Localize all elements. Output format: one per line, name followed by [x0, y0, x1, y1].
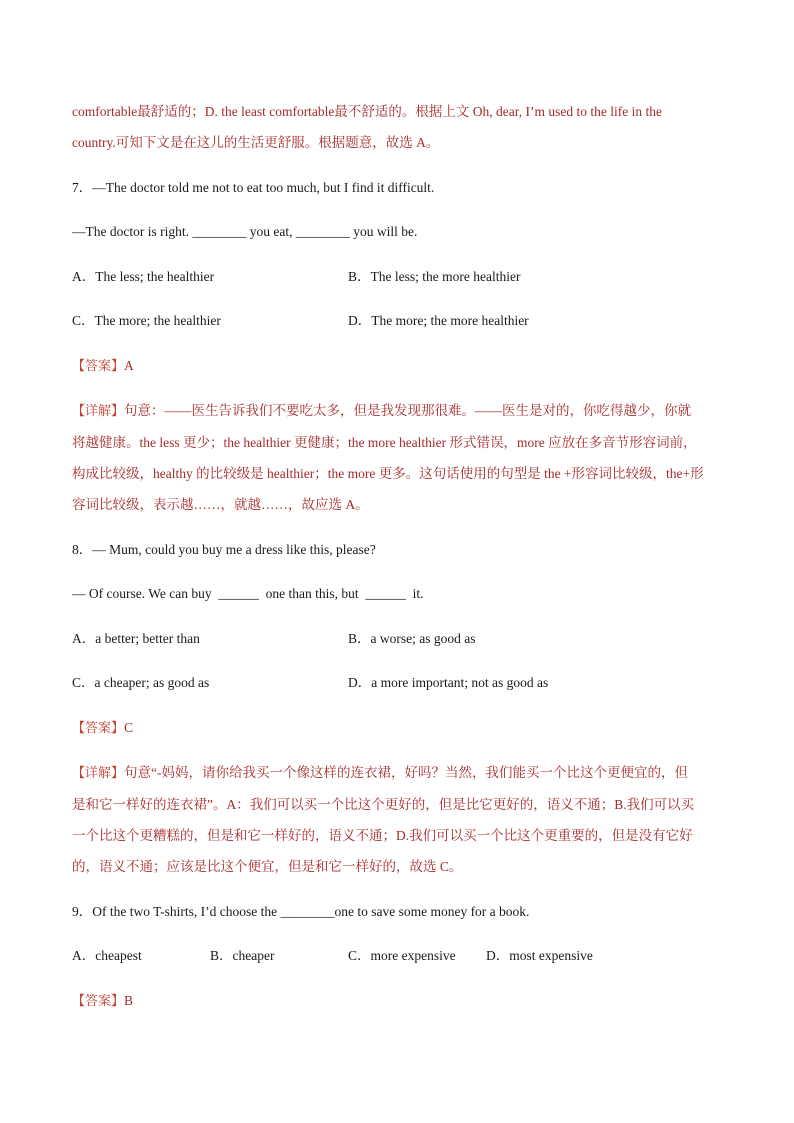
option-d: D．The more; the more healthier: [348, 313, 529, 328]
answer-tag: 【答案】: [72, 993, 125, 1009]
intro-line-1: comfortable最舒适的；D. the least comfortable最不舒适的。根据上文 Oh, dear, I’m used to the life in the: [72, 104, 662, 119]
question-7-options-row-2: [72, 305, 724, 336]
question-9-answer: [72, 985, 724, 1017]
option-b: B．a worse; as good as: [348, 630, 476, 646]
question-7-answer: [72, 350, 724, 382]
answer-letter: A: [124, 357, 134, 373]
explain-line: 构成比较级，healthy 的比较级是 healthier；the more 更多。这句话使用的句型是 the +形容词比较级，the+形: [72, 466, 704, 481]
option-d: D．a more important; not as good as: [348, 675, 549, 690]
option-c: C．a cheaper; as good as: [72, 675, 210, 690]
question-text: —The doctor is right. ________ you eat, ________ you will be.: [72, 224, 418, 239]
answer-letter: C: [124, 719, 134, 735]
question-8-options-row-2: [72, 667, 724, 698]
question-8-prompt-1: [72, 534, 724, 565]
question-text: 8．— Mum, could you buy me a dress like this, please?: [72, 541, 376, 557]
option-b: B．cheaper: [210, 948, 275, 963]
document-page: [72, 96, 724, 1030]
question-7-options-row-1: [72, 261, 724, 292]
explain-line: 句意“-妈妈，请你给我买一个像这样的连衣裙，好吗？当然，我们能买一个比这个更便宜的，但: [124, 765, 689, 780]
explain-line: 容词比较级，表示越……，就越……，故应选 A。: [72, 497, 369, 512]
option-b: B．The less; the more healthier: [348, 268, 521, 284]
option-c: C．The more; the healthier: [72, 313, 221, 328]
question-9-options-row: [72, 940, 724, 971]
explain-line: 的，语义不通；应该是比这个便宜，但是和它一样好的，故选 C。: [72, 859, 463, 874]
option-c: C．more expensive: [348, 948, 456, 963]
explain-line: 句意：——医生告诉我们不要吃太多，但是我发现那很难。——医生是对的，你吃得越少，你就: [124, 403, 692, 418]
explain-tag: 【详解】: [72, 404, 125, 419]
answer-letter: B: [124, 992, 134, 1008]
question-text: 9．Of the two T-shirts, I’d choose the ________one to save some money for a book.: [72, 903, 530, 919]
question-8-answer: [72, 712, 724, 744]
question-8-explanation: [72, 757, 724, 882]
intro-explanation: [72, 96, 724, 158]
question-8-options-row-1: [72, 623, 724, 654]
explain-tag: 【详解】: [72, 766, 125, 781]
question-text: 7．—The doctor told me not to eat too much, but I find it difficult.: [72, 179, 435, 195]
question-9-prompt-1: [72, 896, 724, 927]
explain-line: 一个比这个更糟糕的，但是和它一样好的，语义不通；D.我们可以买一个比这个更重要的，但是没有它好: [72, 828, 693, 843]
option-d: D．most expensive: [486, 948, 593, 963]
option-a: A．a better; better than: [72, 630, 200, 646]
option-a: A．cheapest: [72, 948, 142, 963]
question-7-explanation: [72, 395, 724, 520]
answer-tag: 【答案】: [72, 358, 125, 374]
explain-line: 是和它一样好的连衣裙”。A：我们可以买一个比这个更好的，但是比它更好的，语义不通；B.我们可以买: [72, 797, 695, 812]
question-7-prompt-2: [72, 216, 724, 247]
question-8-prompt-2: [72, 578, 724, 609]
option-a: A．The less; the healthier: [72, 268, 215, 284]
question-text: — Of course. We can buy ______ one than this, but ______ it.: [72, 586, 424, 601]
question-7-prompt-1: [72, 172, 724, 203]
explain-line: 将越健康。the less 更少；the healthier 更健康；the more healthier 形式错误，more 应放在多音节形容词前，: [72, 435, 697, 450]
answer-tag: 【答案】: [72, 720, 125, 736]
intro-line-2: country.可知下文是在这儿的生活更舒服。根据题意，故选 A。: [72, 135, 440, 150]
